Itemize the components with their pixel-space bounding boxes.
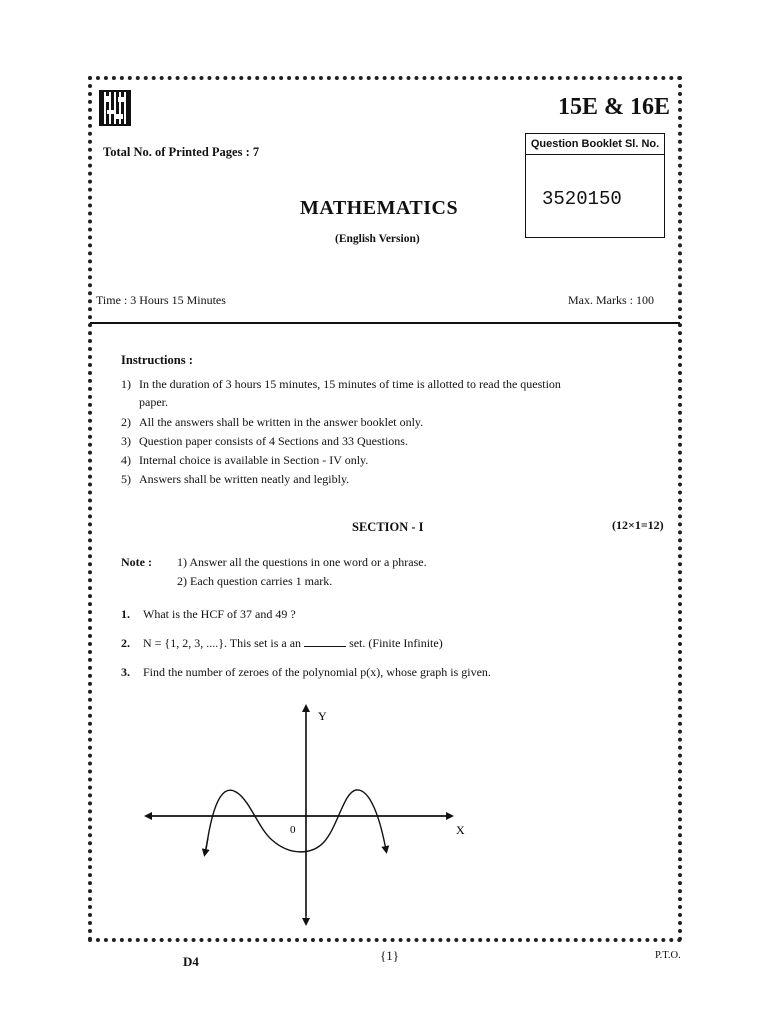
origin-label: 0 [290, 824, 296, 836]
header-divider [90, 322, 680, 324]
instructions-heading: Instructions : [121, 353, 193, 367]
marks-allocation: (12×1=12) [612, 518, 664, 532]
version-label: (English Version) [335, 233, 420, 245]
pto-label: P.T.O. [655, 950, 681, 961]
polynomial-graph [140, 700, 480, 930]
instruction-item: 3) Question paper consists of 4 Sections and 33 Questions. [121, 434, 408, 448]
max-marks: Max. Marks : 100 [568, 293, 654, 307]
booklet-serial-number: 3520150 [542, 188, 622, 210]
booklet-serial-label: Question Booklet Sl. No. [526, 134, 664, 155]
page-number: {1} [380, 948, 399, 963]
time-duration: Time : 3 Hours 15 Minutes [96, 293, 226, 307]
footer-code: D4 [183, 954, 199, 969]
question-2: 2. N = {1, 2, 3, ....}. This set is a an set. (Finite Infinite) [121, 636, 443, 650]
y-axis-label: Y [318, 709, 327, 723]
answer-blank [304, 646, 346, 647]
qr-code-icon [101, 92, 129, 124]
note-label: Note : [121, 555, 152, 569]
instruction-item: 2) All the answers shall be written in the answer booklet only. [121, 415, 424, 429]
total-pages: Total No. of Printed Pages : 7 [103, 145, 260, 159]
subject-title: MATHEMATICS [300, 197, 459, 219]
question-3: 3. Find the number of zeroes of the polynomial p(x), whose graph is given. [121, 665, 491, 679]
instruction-item: paper. [139, 395, 168, 409]
instruction-item: 1) In the duration of 3 hours 15 minutes, 15 minutes of time is allotted to read the question [121, 377, 561, 391]
polynomial-curve [206, 790, 386, 852]
note-item: 2) Each question carries 1 mark. [177, 574, 333, 588]
paper-code: 15E & 16E [558, 94, 671, 120]
note-item: 1) Answer all the questions in one word or a phrase. [177, 555, 427, 569]
question-1: 1. What is the HCF of 37 and 49 ? [121, 607, 296, 621]
x-axis-label: X [456, 823, 465, 837]
instruction-item: 4) Internal choice is available in Section - IV only. [121, 453, 369, 467]
booklet-serial-box [525, 133, 665, 238]
section-title: SECTION - I [352, 520, 424, 534]
curve-start-arrow [205, 838, 208, 853]
instruction-item: 5) Answers shall be written neatly and legibly. [121, 472, 350, 486]
